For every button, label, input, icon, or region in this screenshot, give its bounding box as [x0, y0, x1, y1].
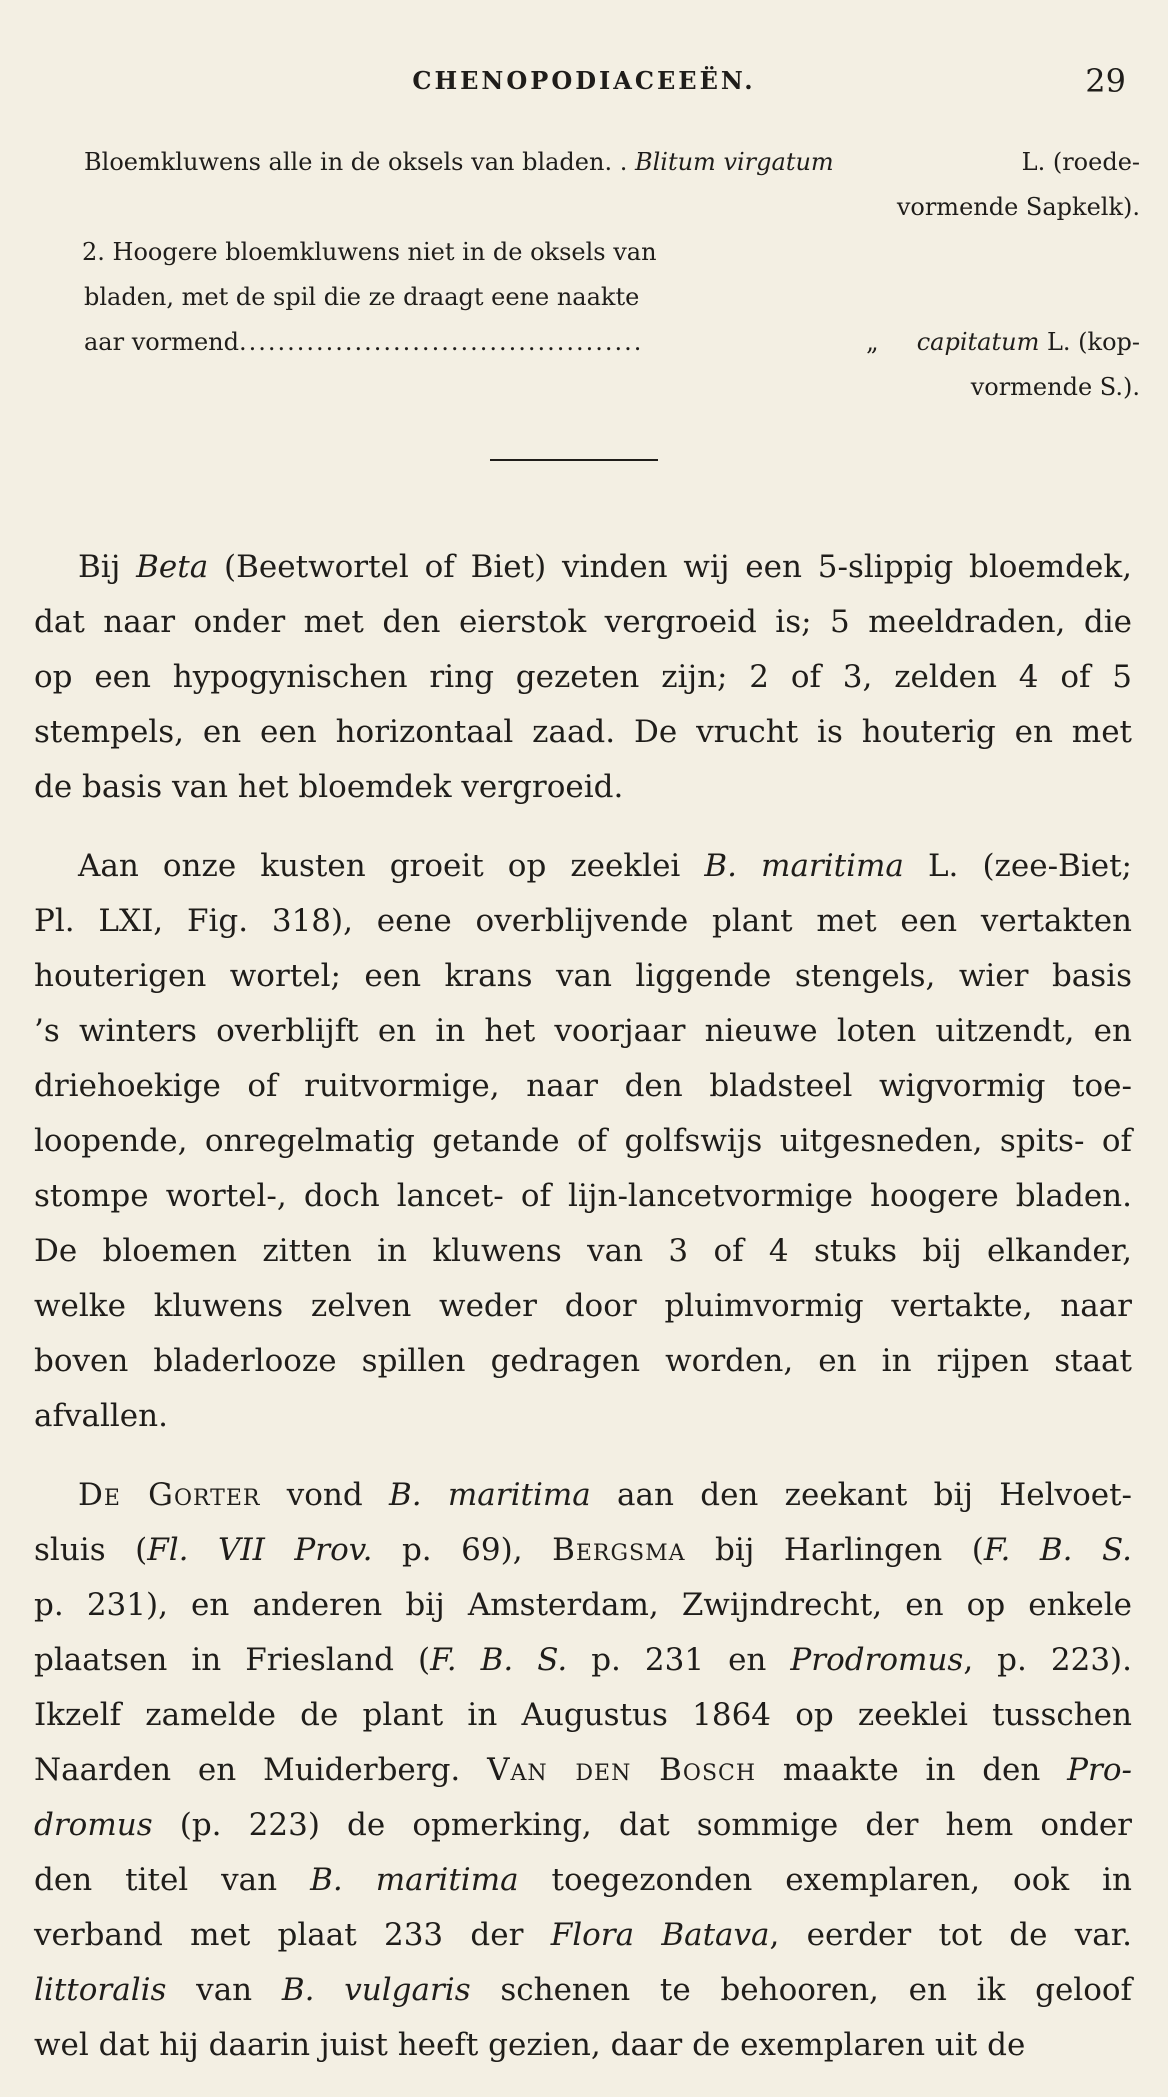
key-line — [84, 283, 1140, 323]
key-line — [84, 373, 1140, 413]
text-line: p. 231), en anderen bij Amsterdam, Zwijndrecht, en op enkele — [34, 1587, 1132, 1623]
text-line: de basis van het bloemdek vergroeid. — [34, 769, 624, 805]
text-line: welke kluwens zelven weder door pluimvormig vertakte, naar — [34, 1288, 1132, 1324]
key-author: L. (roede- — [1021, 148, 1140, 176]
text-line: littoralis van B. vulgaris schenen te behooren, en ik geloof — [34, 1972, 1133, 2008]
text-line: De bloemen zitten in kluwens van 3 of 4 stuks bij elkander, — [34, 1233, 1132, 1269]
section-divider — [490, 459, 658, 461]
taxon-name: B. maritima — [704, 848, 904, 884]
text-line: ’s winters overblijft en in het voorjaar nieuwe loten uitzendt, en — [34, 1013, 1132, 1049]
key-line — [82, 238, 1138, 278]
key-text: bladen, met de spil die ze draagt eene naakte — [84, 283, 640, 311]
author-name: Bergsma — [552, 1532, 686, 1568]
text-line: verband met plaat 233 der Flora Batava, eerder tot de var. — [34, 1917, 1132, 1953]
taxon-name: Beta — [136, 549, 209, 585]
key-author: „ capitatum L. (kop- — [866, 328, 1140, 356]
key-line — [84, 193, 1140, 233]
taxon-name: Blitum virgatum — [634, 148, 834, 176]
text-line: boven bladerlooze spillen gedragen worden, en in rijpen staat — [34, 1343, 1132, 1379]
taxon-name: B. maritima — [389, 1477, 591, 1513]
text-line: sluis (Fl. VII Prov. p. 69), Bergsma bij Harlingen (F. B. S. — [34, 1532, 1132, 1568]
paragraph-beta — [34, 540, 1132, 815]
text-line: plaatsen in Friesland (F. B. S. p. 231 en Prodromus, p. 223). — [34, 1642, 1132, 1678]
text-line: op een hypogynischen ring gezeten zijn; 2 of 3, zelden 4 of 5 — [34, 659, 1132, 695]
key-line — [84, 148, 1140, 188]
author-name: De Gorter — [78, 1477, 261, 1513]
text-line: stompe wortel-, doch lancet- of lijn-lancetvormige hoogere bladen. — [34, 1178, 1132, 1214]
text-line: den titel van B. maritima toegezonden exemplaren, ook in — [34, 1862, 1132, 1898]
leader-dots: .......................................... — [238, 328, 644, 356]
key-text: aar vormend.......................................... — [84, 328, 644, 356]
text-line: driehoekige of ruitvormige, naar den bladsteel wigvormig toe- — [34, 1068, 1132, 1104]
key-text: Bloemkluwens alle in de oksels van bladen. . Blitum virgatum — [84, 148, 834, 176]
page-number: 29 — [1085, 62, 1126, 100]
body-text — [34, 540, 1132, 2097]
author-name: Van den Bosch — [487, 1752, 757, 1788]
taxon-name: B. vulgaris — [281, 1972, 471, 2008]
text-line: stempels, en een horizontaal zaad. De vrucht is houterig en met — [34, 714, 1132, 750]
running-head — [0, 62, 1168, 102]
taxon-name: capitatum — [916, 328, 1040, 356]
text-line: houterigen wortel; een krans van liggende stengels, wier basis — [34, 958, 1132, 994]
key-line — [84, 328, 1140, 368]
text-line: Aan onze kusten groeit op zeeklei B. maritima L. (zee-Biet; — [78, 848, 1132, 884]
text-line: dat naar onder met den eierstok vergroeid is; 5 meeldraden, die — [34, 604, 1132, 640]
text-line: afvallen. — [34, 1398, 168, 1434]
paragraph-localities — [34, 1468, 1132, 2073]
text-line: Pl. LXI, Fig. 318), eene overblijvende plant met een vertakten — [34, 903, 1132, 939]
text-line: wel dat hij daarin juist heeft gezien, daar de exemplaren uit de — [34, 2027, 1026, 2063]
key-common-name: vormende Sapkelk). — [896, 193, 1140, 221]
paragraph-maritima — [34, 839, 1132, 1444]
text-line: Ikzelf zamelde de plant in Augustus 1864 op zeeklei tusschen — [34, 1697, 1132, 1733]
text-line: loopende, onregelmatig getande of golfswijs uitgesneden, spits- of — [34, 1123, 1132, 1159]
text-line: dromus (p. 223) de opmerking, dat sommige der hem onder — [34, 1807, 1132, 1843]
text-line: Bij Beta (Beetwortel of Biet) vinden wij een 5-slippig bloemdek, — [78, 549, 1132, 585]
taxon-name: B. maritima — [310, 1862, 519, 1898]
key-number: 2. — [82, 238, 105, 266]
ditto-mark: „ — [866, 328, 879, 356]
running-title: CHENOPODIACEEËN. — [412, 66, 756, 95]
key-common-name: vormende S.). — [970, 373, 1140, 401]
key-text: 2. Hoogere bloemkluwens niet in de oksels van — [82, 238, 657, 266]
text-line: De Gorter vond B. maritima aan den zeekant bij Helvoet- — [78, 1477, 1133, 1513]
text-line: Naarden en Muiderberg. Van den Bosch maakte in den Pro- — [34, 1752, 1132, 1788]
